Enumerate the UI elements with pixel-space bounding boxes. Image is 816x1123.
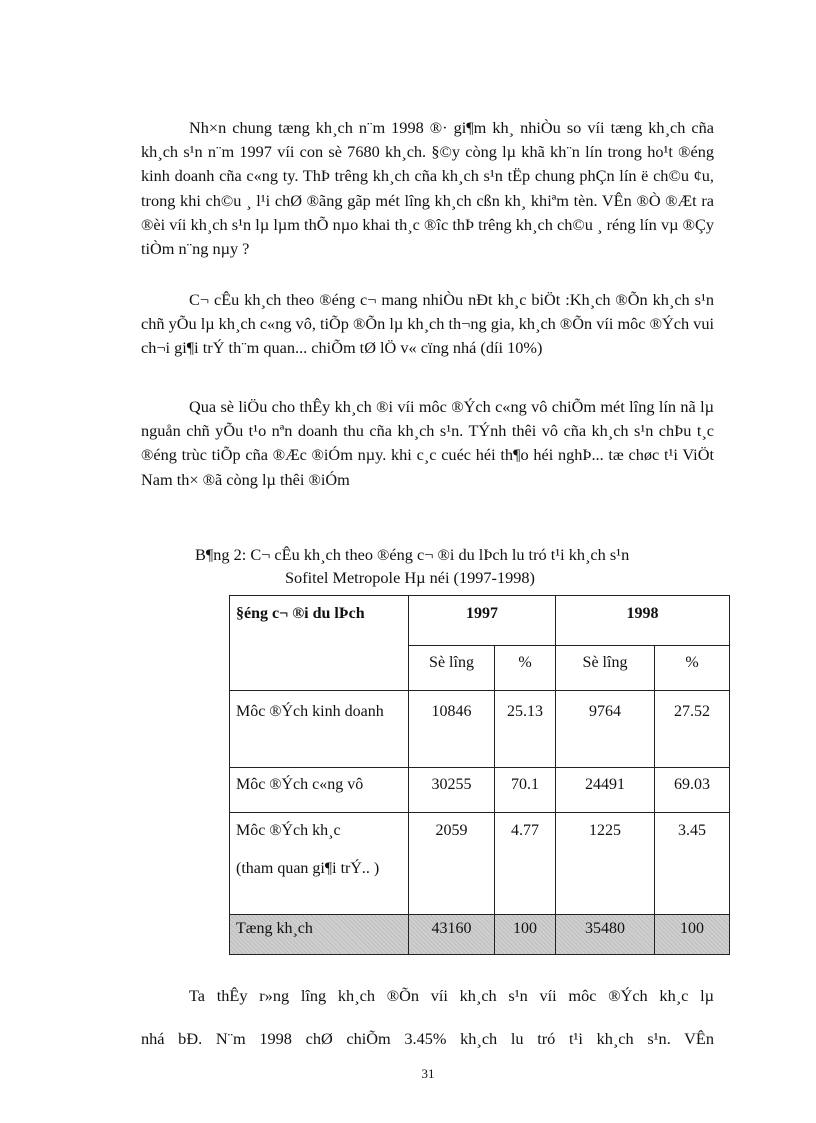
subheader-percent-1997: % bbox=[495, 646, 556, 691]
caption-line-1: B¶ng 2: C¬ cÊu kh¸ch theo ®éng c¬ ®i du lÞch lu tró t¹i kh¸ch s¹n bbox=[195, 545, 630, 564]
row-count-1998: 1225 bbox=[556, 813, 655, 915]
subheader-count-1998: Sè lîng bbox=[556, 646, 655, 691]
header-year-1997: 1997 bbox=[409, 596, 556, 646]
row-label-note: (tham quan gi¶i trÝ.. ) bbox=[236, 860, 380, 877]
total-pct-1998: 100 bbox=[655, 915, 730, 955]
caption-line-2: Sofitel Metropole Hµ néi (1997-1998) bbox=[285, 568, 535, 587]
row-pct-1997: 70.1 bbox=[495, 768, 556, 813]
row-count-1998: 9764 bbox=[556, 691, 655, 768]
subheader-count-1997: Sè lîng bbox=[409, 646, 495, 691]
total-label: Tæng kh¸ch bbox=[230, 915, 409, 955]
closing-line-2: nhá bÐ. N¨m 1998 chØ chiÕm 3.45% kh¸ch lu tró t¹i kh¸ch s¹n. VÊn bbox=[141, 1029, 714, 1048]
total-count-1997: 43160 bbox=[409, 915, 495, 955]
row-count-1998: 24491 bbox=[556, 768, 655, 813]
row-pct-1997: 4.77 bbox=[495, 813, 556, 915]
travel-motive-table bbox=[229, 595, 730, 955]
row-count-1997: 10846 bbox=[409, 691, 495, 768]
table-caption bbox=[195, 543, 775, 589]
row-label: Môc ®Ých kinh doanh bbox=[230, 691, 409, 768]
header-year-1998: 1998 bbox=[556, 596, 730, 646]
table-total-row bbox=[230, 915, 730, 955]
table-row bbox=[230, 691, 730, 768]
paragraph-1: Nh×n chung tæng kh¸ch n¨m 1998 ®· gi¶m kh¸ nhiÒu so víi tæng kh¸ch cña kh¸ch s¹n n¨m 1997 víi con sè 7680 kh¸ch. §©y còng lµ khã kh¨n lín trong ho¹t ®éng kinh doanh cña c«ng ty. ThÞ trêng kh¸ch cña kh¸ch s¹n tËp chung phÇn lín ë ch©u ¢u, trong khi ch©u ¸ l¹i chØ ®ãng gãp mét lîng kh¸ch cßn kh¸ khiªm tèn. VÊn ®Ò ®Æt ra ®èi víi kh¸ch s¹n lµ lµm thÕ nµo khai th¸c ®îc thÞ trêng kh¸ch ch©u ¸ réng lín vµ ®Çy tiÒm n¨ng nµy ? bbox=[141, 118, 714, 259]
row-label: Môc ®Ých c«ng vô bbox=[230, 768, 409, 813]
row-pct-1997: 25.13 bbox=[495, 691, 556, 768]
page-number: 31 bbox=[421, 1066, 435, 1081]
closing-line-1: Ta thÊy r»ng lîng kh¸ch ®Õn víi kh¸ch s¹n víi môc ®Ých kh¸c lµ bbox=[189, 986, 714, 1005]
row-count-1997: 2059 bbox=[409, 813, 495, 915]
total-pct-1997: 100 bbox=[495, 915, 556, 955]
row-pct-1998: 3.45 bbox=[655, 813, 730, 915]
header-motive: §éng c¬ ®i du lÞch bbox=[230, 596, 409, 691]
subheader-percent-1998: % bbox=[655, 646, 730, 691]
paragraph-2: C¬ cÊu kh¸ch theo ®éng c¬ mang nhiÒu nÐt kh¸c biÖt :Kh¸ch ®Õn kh¸ch s¹n chñ yÕu lµ kh¸ch c«ng vô, tiÕp ®Õn lµ kh¸ch th¬ng gia, kh¸ch ®Õn víi môc ®Ých vui ch¬i gi¶i trÝ th¨m quan... chiÕm tØ lÖ v« cïng nhá (díi 10%) bbox=[141, 290, 714, 358]
total-count-1998: 35480 bbox=[556, 915, 655, 955]
row-pct-1998: 69.03 bbox=[655, 768, 730, 813]
paragraph-3: Qua sè liÖu cho thÊy kh¸ch ®i víi môc ®Ých c«ng vô chiÕm mét lîng lín nã lµ nguån chñ yÕu t¹o nªn doanh thu cña kh¸ch s¹n. TÝnh thêi vô cña kh¸ch s¹n chÞu t¸c ®éng trùc tiÕp cña ®Æc ®iÓm nµy. khi c¸c cuéc héi th¶o héi nghÞ... tæ chøc t¹i ViÖt Nam th× ®ã còng lµ thêi ®iÓm bbox=[141, 397, 714, 489]
table-header-row bbox=[230, 596, 730, 646]
row-label bbox=[230, 813, 409, 915]
row-pct-1998: 27.52 bbox=[655, 691, 730, 768]
row-count-1997: 30255 bbox=[409, 768, 495, 813]
row-label-main: Môc ®Ých kh¸c bbox=[236, 822, 341, 839]
table-row bbox=[230, 813, 730, 915]
table-row bbox=[230, 768, 730, 813]
